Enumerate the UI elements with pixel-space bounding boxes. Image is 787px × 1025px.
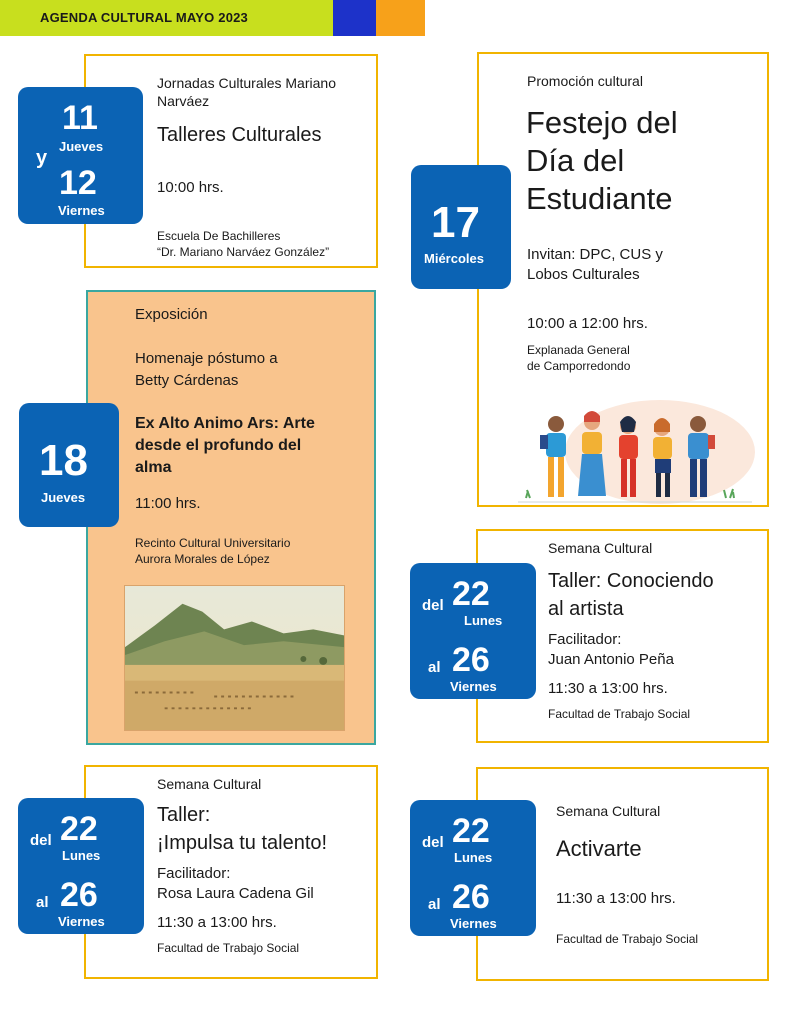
date-badge-activarte — [410, 800, 536, 936]
event-venue: Facultad de Trabajo Social — [548, 707, 691, 721]
event-category: Jornadas Culturales Mariano — [157, 75, 336, 91]
event-category: Semana Cultural — [548, 540, 653, 556]
event-time: 11:30 a 13:00 hrs. — [548, 680, 668, 697]
event-title-line1: Festejo del — [526, 105, 678, 140]
event-title-line1: Ex Alto Animo Ars: Arte — [135, 415, 315, 432]
event-title-line1: Taller: Conociendo — [548, 570, 714, 592]
date-weekday-end: Viernes — [58, 914, 105, 929]
event-title-line3: alma — [135, 459, 172, 476]
facilitator-name: Juan Antonio Peña — [548, 651, 674, 668]
date-from-prefix: del — [30, 832, 52, 849]
date-weekday-start: Lunes — [454, 850, 493, 865]
event-category: Promoción cultural — [527, 73, 643, 89]
date-day-start: 11 — [62, 99, 98, 137]
event-invite-cont: Lobos Culturales — [527, 266, 640, 283]
date-weekday-start: Jueves — [59, 139, 104, 154]
event-title-line1: Taller: — [157, 804, 211, 826]
facilitator-name: Rosa Laura Cadena Gil — [157, 885, 314, 902]
date-weekday: Jueves — [41, 490, 86, 505]
date-to-prefix: al — [36, 894, 49, 911]
event-venue: Facultad de Trabajo Social — [157, 941, 300, 955]
date-day-start: 22 — [452, 575, 490, 613]
event-venue: Recinto Cultural Universitario — [135, 536, 291, 550]
event-title-line2: ¡Impulsa tu talento! — [157, 832, 328, 854]
header-blue-block — [333, 0, 376, 36]
event-venue: Facultad de Trabajo Social — [556, 932, 699, 946]
date-weekday-end: Viernes — [450, 916, 497, 931]
date-day-end: 12 — [59, 164, 97, 202]
event-time: 10:00 a 12:00 hrs. — [527, 315, 648, 332]
date-weekday-end: Viernes — [450, 679, 497, 694]
event-title-line2: Día del — [526, 143, 625, 178]
event-subtitle: Homenaje póstumo a — [135, 350, 278, 367]
event-title: Talleres Culturales — [157, 124, 322, 146]
date-to-prefix: al — [428, 659, 441, 676]
date-weekday-start: Lunes — [464, 613, 503, 628]
date-day-end: 26 — [452, 641, 490, 679]
date-day: 17 — [431, 198, 480, 247]
page-title: AGENDA CULTURAL MAYO 2023 — [40, 10, 248, 25]
date-day: 18 — [39, 436, 88, 485]
event-category-cont: Narváez — [157, 93, 210, 109]
header-orange-block — [376, 0, 425, 36]
event-venue-cont: Aurora Morales de López — [135, 552, 270, 566]
date-badge-festejo — [411, 165, 511, 289]
event-invite: Invitan: DPC, CUS y — [527, 246, 663, 263]
landscape-painting — [124, 585, 345, 731]
event-time: 10:00 hrs. — [157, 179, 224, 196]
event-title: Activarte — [556, 836, 642, 861]
event-category: Semana Cultural — [556, 803, 661, 819]
date-badge-exposicion — [19, 403, 119, 527]
event-venue-cont: de Camporredondo — [527, 359, 631, 373]
date-weekday-start: Lunes — [62, 848, 101, 863]
event-time: 11:30 a 13:00 hrs. — [157, 914, 277, 931]
date-from-prefix: del — [422, 834, 444, 851]
date-day-start: 22 — [452, 812, 490, 850]
facilitator-label: Facilitador: — [157, 865, 231, 882]
date-weekday-end: Viernes — [58, 203, 105, 218]
event-title-line2: al artista — [548, 598, 624, 620]
date-day-start: 22 — [60, 810, 98, 848]
facilitator-label: Facilitador: — [548, 631, 622, 648]
date-day-end: 26 — [60, 876, 98, 914]
event-time: 11:00 hrs. — [135, 495, 201, 512]
event-category: Exposición — [135, 306, 208, 323]
event-time: 11:30 a 13:00 hrs. — [556, 890, 676, 907]
event-title-line2: desde el profundo del — [135, 437, 302, 454]
date-joiner: y — [36, 147, 48, 169]
event-title-line3: Estudiante — [526, 181, 673, 216]
event-venue-cont: “Dr. Mariano Narváez González” — [157, 245, 330, 259]
event-category: Semana Cultural — [157, 776, 262, 792]
date-to-prefix: al — [428, 896, 441, 913]
event-subtitle-cont: Betty Cárdenas — [135, 372, 239, 389]
date-badge-conociendo — [410, 563, 536, 699]
event-venue: Escuela De Bachilleres — [157, 229, 281, 243]
event-venue: Explanada General — [527, 343, 630, 357]
date-weekday: Miércoles — [424, 251, 484, 266]
students-illustration — [510, 380, 760, 505]
date-badge-jornadas — [18, 87, 143, 224]
date-badge-impulsa — [18, 798, 144, 934]
date-from-prefix: del — [422, 597, 444, 614]
date-day-end: 26 — [452, 878, 490, 916]
